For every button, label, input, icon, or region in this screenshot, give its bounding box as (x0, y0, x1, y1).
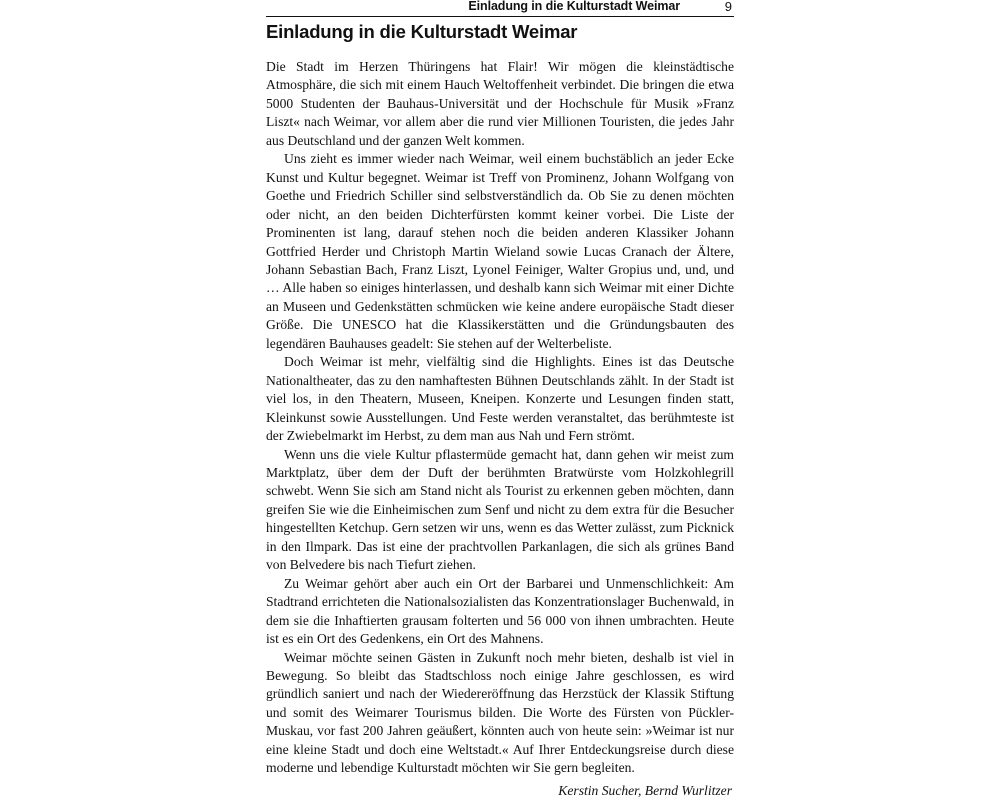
article-title: Einladung in die Kulturstadt Weimar (266, 21, 578, 42)
paragraph-future: Weimar möchte seinen Gästen in Zukunft noch mehr bieten, deshalb ist viel in Bewegung. So bleibt das Stadtschloss noch einige Jahre geschlossen, es wird gründlich saniert und nach der Wiedereröffnung das Herzstück der Klassik Stiftung und somit des Weimarer Tourismus bilden. Die Worte des Fürsten von Pückler-Muskau, vor fast 200 Jahren geäußert, könnten auch von heute sein: »Weimar ist nur eine kleine Stadt und doch eine Weltstadt.« Auf Ihrer Entdeckungsreise durch diese moderne und lebendige Kulturstadt möchten wir Sie gern begleiten. (266, 649, 734, 776)
paragraph-highlights: Doch Weimar ist mehr, vielfältig sind die Highlights. Eines ist das Deutsche Nationaltheater, das zu den namhaftesten Bühnen Deutschlands zählt. In der Stadt ist viel los, in den Theatern, Museen, Kneipen. Konzerte und Lesungen finden statt, Kleinkunst sowie Ausstellungen. Und Feste werden veranstaltet, das berühmteste ist der Zwiebelmarkt im Herbst, zu dem man aus Nah und Fern strömt. (266, 354, 734, 444)
paragraph-buchenwald: Zu Weimar gehört aber auch ein Ort der Barbarei und Unmenschlichkeit: Am Stadtrand errichteten die Nationalsozialisten das Konzentrationslager Buchenwald, in dem sie die Inhaftierten grausam folterten und 56 000 von ihnen umbrachten. Heute ist es ein Ort des Gedenkens, ein Ort des Mahnens. (266, 575, 734, 647)
paragraph-marketplace: Wenn uns die viele Kultur pflastermüde gemacht hat, dann gehen wir meist zum Marktplatz, über dem der Duft der berühmten Bratwürste vom Holzkohlegrill schwebt. Wenn Sie sich am Stand nicht als Tourist zu erkennen geben möchten, dann greifen Sie wie die Einheimischen zum Senf und nicht zu dem extra für die Besucher hingestellten Ketchup. Gern setzen wir uns, wenn es das Wetter zulässt, zum Picknick in den Ilmpark. Das ist eine der prachtvollen Parkanlagen, die sich als grünes Band von Belvedere bis nach Tiefurt ziehen. (266, 446, 734, 573)
page-number: 9 (724, 0, 732, 14)
running-header (266, 0, 734, 17)
paragraph-culture: Uns zieht es immer wieder nach Weimar, weil einem buchstäblich an jeder Ecke Kunst und Kultur begegnet. Weimar ist Treff von Prominenz, Johann Wolfgang von Goethe und Friedrich Schiller sind selbstverständlich da. Ob Sie zu denen möchten oder nicht, an den beiden Dichterfürsten kommt keiner vorbei. Die Liste der Prominenten ist lang, darauf stehen noch die beiden anderen Klassiker Johann Gottfried Herder und Christoph Martin Wieland sowie Lucas Cranach der Ältere, Johann Sebastian Bach, Franz Liszt, Lyonel Feiniger, Walter Gropius und, und, und … Alle haben so einiges hinterlassen, und deshalb kann sich Weimar mit einer Dichte an Museen und Gedenkstätten schmücken wie keine andere europäische Stadt dieser Größe. Die UNESCO hat die Klassikerstätten und die Gründungsbauten des legendären Bauhauses geadelt: Sie stehen auf der Welterbeliste. (266, 151, 734, 351)
running-title: Einladung in die Kulturstadt Weimar (468, 0, 680, 13)
author-signature: Kerstin Sucher, Bernd Wurlitzer (558, 783, 732, 798)
article-body (266, 58, 734, 778)
paragraph-intro: Die Stadt im Herzen Thüringens hat Flair! Wir mögen die kleinstädtische Atmosphäre, die sich mit einem Hauch Weltoffenheit verbindet. Die bringen die etwa 5000 Studenten der Bauhaus-Universität und der Hochschule für Musik »Franz Liszt« nach Weimar, vor allem aber die rund vier Millionen Touristen, die jedes Jahr aus Deutschland und der ganzen Welt kommen. (266, 59, 734, 148)
book-page (266, 0, 734, 800)
